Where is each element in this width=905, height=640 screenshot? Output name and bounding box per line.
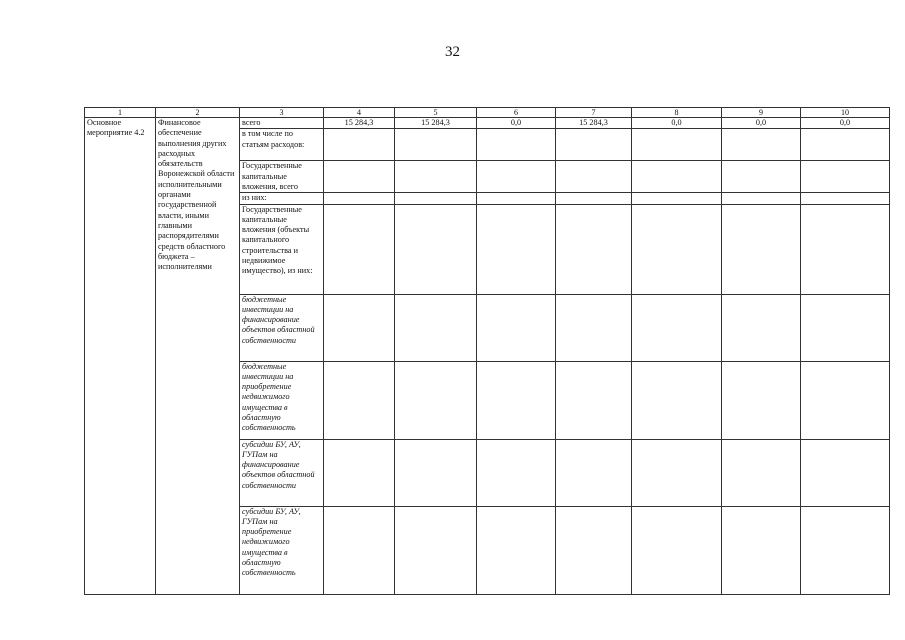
value-cell <box>722 439 801 506</box>
value-cell <box>801 361 890 439</box>
value-cell <box>801 193 890 204</box>
value-cell <box>324 193 395 204</box>
row-label: всего <box>240 118 324 129</box>
row-label: бюджетные инвестиции на финансирование объектов областной собственности <box>240 294 324 361</box>
value-cell <box>477 129 556 161</box>
row-label: субсидии БУ, АУ, ГУПам на финансирование объектов областной собственности <box>240 439 324 506</box>
value-cell <box>477 193 556 204</box>
value-cell <box>477 506 556 594</box>
row-label: субсидии БУ, АУ, ГУПам на приобретение недвижимого имущества в областную собственность <box>240 506 324 594</box>
value-cell <box>324 439 395 506</box>
value-cell <box>632 193 722 204</box>
column-header: 8 <box>632 108 722 118</box>
value-cell <box>477 294 556 361</box>
value-cell <box>801 204 890 294</box>
value-cell <box>722 361 801 439</box>
value-cell <box>556 193 632 204</box>
value-cell <box>395 361 477 439</box>
column-header: 1 <box>85 108 156 118</box>
value-cell <box>395 193 477 204</box>
row-label: в том числе по статьям расходов: <box>240 129 324 161</box>
value-cell <box>324 161 395 193</box>
value-cell <box>801 506 890 594</box>
value-cell <box>395 129 477 161</box>
value-cell <box>722 129 801 161</box>
value-cell <box>722 193 801 204</box>
value-cell <box>632 506 722 594</box>
value-cell <box>632 161 722 193</box>
column-number-row <box>85 108 890 118</box>
value-cell <box>632 294 722 361</box>
page-number: 32 <box>445 44 460 60</box>
value-cell <box>395 161 477 193</box>
value-cell <box>722 204 801 294</box>
column-header: 9 <box>722 108 801 118</box>
value-cell <box>324 129 395 161</box>
column-header: 5 <box>395 108 477 118</box>
value-cell <box>395 204 477 294</box>
value-cell <box>556 204 632 294</box>
value-cell <box>324 294 395 361</box>
value-cell <box>395 294 477 361</box>
value-cell <box>722 506 801 594</box>
value-cell <box>477 361 556 439</box>
value-cell <box>632 129 722 161</box>
value-cell: 0,0 <box>722 118 801 129</box>
value-cell <box>722 294 801 361</box>
value-cell <box>632 204 722 294</box>
column-header: 7 <box>556 108 632 118</box>
row-label: Государственные капитальные вложения, всего <box>240 161 324 193</box>
value-cell <box>632 361 722 439</box>
column-header: 4 <box>324 108 395 118</box>
value-cell <box>556 161 632 193</box>
value-cell <box>556 439 632 506</box>
column-header: 3 <box>240 108 324 118</box>
table-row <box>85 118 890 129</box>
value-cell <box>632 439 722 506</box>
row-label: бюджетные инвестиции на приобретение недвижимого имущества в областную собственность <box>240 361 324 439</box>
value-cell <box>801 129 890 161</box>
budget-table <box>84 107 890 595</box>
value-cell <box>556 129 632 161</box>
value-cell <box>801 161 890 193</box>
value-cell: 15 284,3 <box>395 118 477 129</box>
value-cell <box>556 361 632 439</box>
event-name-cell: Основное мероприятие 4.2 <box>85 118 156 595</box>
value-cell: 0,0 <box>477 118 556 129</box>
value-cell <box>395 439 477 506</box>
value-cell <box>324 506 395 594</box>
value-cell: 15 284,3 <box>324 118 395 129</box>
column-header: 2 <box>156 108 240 118</box>
value-cell: 0,0 <box>801 118 890 129</box>
row-label: из них: <box>240 193 324 204</box>
column-header: 10 <box>801 108 890 118</box>
column-header: 6 <box>477 108 556 118</box>
value-cell <box>801 439 890 506</box>
event-description-cell: Финансовое обеспечение выполнения других расходных обязательств Воронежской области исполнительными органами государственной власти, иными главными распорядителями средств областного бюджета – исполнителями <box>156 118 240 595</box>
value-cell: 0,0 <box>632 118 722 129</box>
value-cell <box>722 161 801 193</box>
value-cell <box>801 294 890 361</box>
value-cell <box>556 506 632 594</box>
value-cell <box>324 361 395 439</box>
value-cell <box>556 294 632 361</box>
row-label: Государственные капитальные вложения (объекты капитального строительства и недвижимое имущество), из них: <box>240 204 324 294</box>
value-cell <box>477 204 556 294</box>
value-cell <box>477 161 556 193</box>
value-cell <box>477 439 556 506</box>
value-cell <box>395 506 477 594</box>
value-cell: 15 284,3 <box>556 118 632 129</box>
value-cell <box>324 204 395 294</box>
